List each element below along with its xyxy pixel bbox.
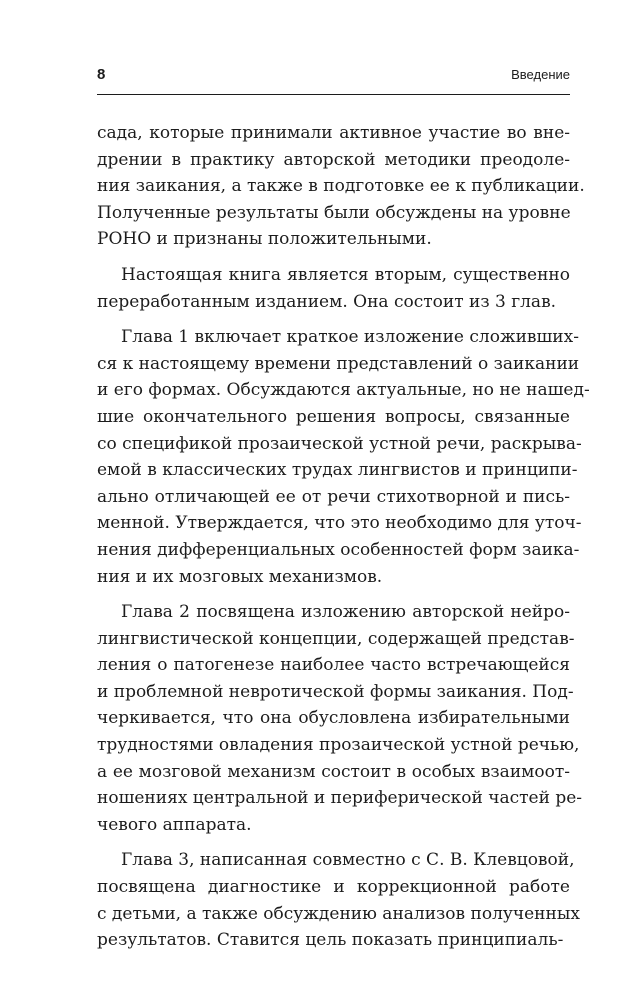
paragraph bbox=[97, 847, 580, 953]
text-line: Глава 1 включает краткое изложение сложивших- bbox=[121, 327, 579, 348]
paragraph bbox=[97, 120, 585, 253]
text-line: лингвистической концепции, содержащей представ- bbox=[97, 628, 575, 649]
text-line: ния и их мозговых механизмов. bbox=[97, 566, 383, 587]
text-line: дрении в практику авторской методики преодоле- bbox=[97, 149, 570, 170]
text-line: переработанным изданием. Она состоит из 3 глав. bbox=[97, 291, 557, 312]
text-line: с детьми, а также обсуждению анализов полученных bbox=[97, 903, 580, 924]
text-line: шие окончательного решения вопросы, связанные bbox=[97, 406, 570, 427]
text-line: РОНО и признаны положительными. bbox=[97, 229, 432, 250]
text-line: черкивается, что она обусловлена избирательными bbox=[97, 708, 570, 729]
text-line: посвящена диагностике и коррекционной работе bbox=[97, 877, 570, 898]
text-line: ления о патогенезе наиболее часто встречающейся bbox=[97, 655, 570, 676]
paragraph bbox=[97, 599, 583, 838]
text-line: Глава 3, написанная совместно с С. В. Клевцовой, bbox=[121, 850, 575, 871]
paragraph bbox=[97, 262, 570, 315]
text-line: ния заикания, а также в подготовке ее к публикации. bbox=[97, 176, 585, 197]
text-line: чевого аппарата. bbox=[97, 814, 252, 835]
text-line: результатов. Ставится цель показать принципиаль- bbox=[97, 930, 564, 951]
text-line: емой в классических трудах лингвистов и принципи- bbox=[97, 460, 578, 481]
page-header bbox=[97, 66, 570, 95]
text-line: трудностями овладения прозаической устной речью, bbox=[97, 735, 580, 756]
text-line: менной. Утверждается, что это необходимо для уточ- bbox=[97, 513, 582, 534]
text-line: ся к настоящему времени представлений о заикании bbox=[97, 353, 580, 374]
body-text bbox=[97, 120, 590, 954]
text-line: Полученные результаты были обсуждены на уровне bbox=[97, 202, 571, 223]
text-line: и его формах. Обсуждаются актуальные, но не нашед- bbox=[97, 380, 590, 401]
text-line: и проблемной невротической формы заикания. Под- bbox=[97, 681, 574, 702]
text-line: со спецификой прозаической устной речи, раскрыва- bbox=[97, 433, 582, 454]
text-line: сада, которые принимали активное участие во вне- bbox=[97, 123, 570, 143]
page-number: 8 bbox=[97, 66, 106, 83]
text-line: ношениях центральной и периферической частей ре- bbox=[97, 788, 583, 809]
paragraph bbox=[97, 324, 590, 590]
text-line: а ее мозговой механизм состоит в особых взаимоот- bbox=[97, 761, 570, 782]
text-line: Глава 2 посвящена изложению авторской нейро- bbox=[121, 602, 570, 623]
running-head-title: Введение bbox=[511, 67, 570, 82]
text-line: ально отличающей ее от речи стихотворной и пись- bbox=[97, 486, 570, 507]
text-line: нения дифференциальных особенностей форм заика- bbox=[97, 539, 580, 560]
text-line: Настоящая книга является вторым, существенно bbox=[121, 264, 570, 285]
